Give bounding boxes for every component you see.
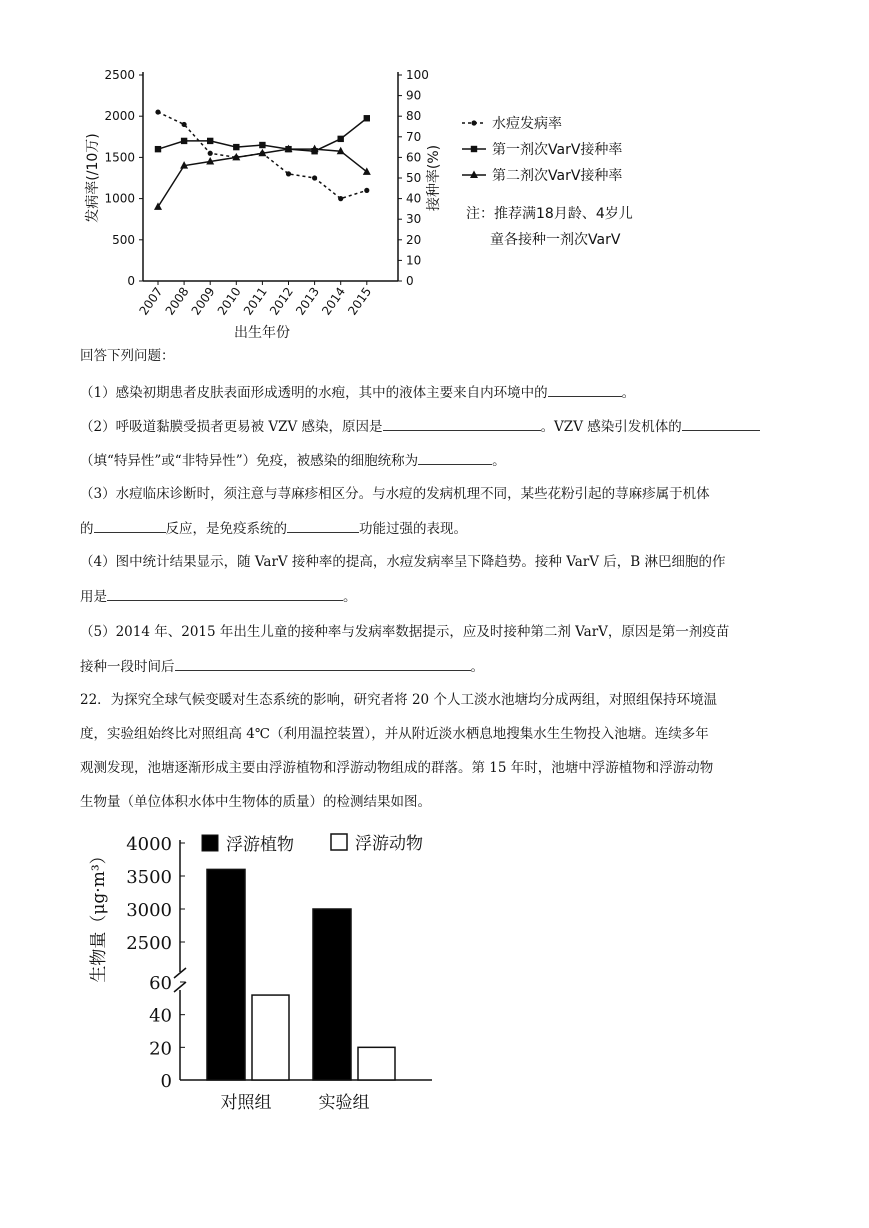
legend-marker [471,120,476,125]
x-tick-label: 2010 [214,284,244,318]
data-point [286,171,291,176]
series-line [158,149,367,207]
y-tick-label: 4000 [126,834,172,855]
y-tick-label: 0 [160,1071,172,1092]
legend-marker [471,146,477,152]
right-tick-label: 0 [406,274,414,288]
legend-label: 浮游动物 [355,834,423,854]
answer-blank[interactable] [287,518,359,533]
data-point [363,167,371,175]
y-tick-label: 60 [149,973,172,994]
data-point [338,136,344,142]
left-tick-label: 1500 [104,150,135,165]
right-tick-label: 70 [406,129,422,144]
data-point [364,115,370,121]
right-tick-label: 60 [406,150,422,165]
data-point [338,196,343,201]
bar-zooplankton [358,1047,395,1080]
biomass-bar-chart [80,822,460,1122]
answer-blank[interactable] [107,586,343,601]
vaccination-line-chart [70,60,670,345]
right-tick-label: 30 [406,212,422,227]
question-22-line4: 生物量（单位体积水体中生物体的质量）的检测结果如图。 [80,794,431,810]
question-4-line1: （4）图中统计结果显示，随 VarV 接种率的提高，水痘发病率呈下降趋势。接种 VarV 后，B 淋巴细胞的作 [80,554,726,570]
question-22-line3: 观测发现，池塘逐渐形成主要由浮游植物和浮游动物组成的群落。第 15 年时，池塘中浮游植物和浮游动物 [80,760,714,776]
legend-label: 水痘发病率 [492,116,562,132]
answer-blank[interactable] [94,518,166,533]
x-tick-label: 2012 [266,284,296,318]
legend-label: 浮游植物 [226,835,294,855]
left-tick-label: 2000 [104,109,135,124]
left-tick-label: 0 [127,274,135,288]
data-point [312,175,317,180]
data-point [181,138,187,144]
data-point [208,151,213,156]
y-tick-label: 40 [149,1005,172,1027]
legend-swatch [202,835,218,851]
answer-blank[interactable] [548,382,622,397]
bar-zooplankton [252,995,289,1080]
right-tick-label: 40 [406,191,422,206]
x-tick-label: 2009 [188,284,218,318]
data-point [182,122,187,127]
legend-label: 第二剂次VarV接种率 [492,168,623,184]
question-4-line2: 用是 。 [80,586,357,607]
left-tick-label: 500 [112,232,135,247]
category-label: 对照组 [220,1093,272,1113]
left-tick-label: 2500 [104,68,135,82]
question-22-line1: 22．为探究全球气候变暖对生态系统的影响，研究者将 20 个人工淡水池塘均分成两组，对照组保持环境温 [80,692,717,708]
question-3-line2: 的 反应，是免疫系统的 功能过强的表现。 [80,518,467,539]
data-point [155,109,160,114]
answer-blank[interactable] [418,450,492,465]
question-3-line1: （3）水痘临床诊断时，须注意与荨麻疹相区分。与水痘的发病机理不同，某些花粉引起的荨麻疹属于机体 [80,486,710,502]
right-tick-label: 80 [406,109,422,124]
data-point [364,188,369,193]
bar-phytoplankton [313,909,351,1080]
chart-note: 注：推荐满18月龄、4岁儿 [466,206,633,222]
data-point [207,138,213,144]
y-tick-label: 3500 [126,867,172,888]
right-tick-label: 20 [406,232,422,247]
x-tick-label: 2011 [240,284,270,318]
data-point [259,142,265,148]
question-2-line1: （2）呼吸道黏膜受损者更易被 VZV 感染，原因是 。VZV 感染引发机体的 [80,416,760,437]
x-tick-label: 2008 [162,284,192,318]
y-axis-label: 生物量（μg·m³） [89,847,109,983]
question-2-line2: （填“特异性”或“非特异性”）免疫，被感染的细胞统称为 。 [80,450,506,471]
data-point [233,144,239,150]
question-1: （1）感染初期患者皮肤表面形成透明的水疱，其中的液体主要来自内环境中的 。 [80,382,635,403]
x-tick-label: 2013 [293,284,323,318]
question-22-line2: 度，实验组始终比对照组高 4℃（利用温控装置），并从附近淡水栖息地搜集水生生物投入池塘。连续多年 [80,726,709,742]
right-tick-label: 90 [406,88,422,103]
x-tick-label: 2007 [136,284,166,318]
right-axis-label: 接种率(%) [426,144,442,212]
legend-label: 第一剂次VarV接种率 [492,142,623,158]
answer-blank[interactable] [383,416,541,431]
right-tick-label: 10 [406,253,422,268]
question-5-line2: 接种一段时间后 。 [80,656,484,677]
category-label: 实验组 [318,1093,370,1113]
answer-blank[interactable] [175,656,471,671]
y-tick-label: 3000 [126,900,172,921]
y-tick-label: 2500 [126,933,172,954]
question-5-line1: （5）2014 年、2015 年出生儿童的接种率与发病率数据提示，应及时接种第二剂 VarV，原因是第一剂疫苗 [80,624,730,640]
x-tick-label: 2014 [319,284,349,318]
right-tick-label: 50 [406,171,422,185]
right-tick-label: 100 [406,68,429,82]
data-point [155,146,161,152]
x-axis-label: 出生年份 [234,325,290,341]
bar-phytoplankton [207,869,245,1080]
answer-blank[interactable] [682,416,760,431]
x-tick-label: 2015 [345,284,375,318]
left-axis-label: 发病率(/10万) [85,133,101,223]
left-tick-label: 1000 [104,191,135,206]
y-tick-label: 20 [149,1038,172,1060]
intro-text: 回答下列问题： [80,348,175,364]
legend-swatch [331,834,347,850]
chart-note: 童各接种一剂次VarV [490,232,621,248]
